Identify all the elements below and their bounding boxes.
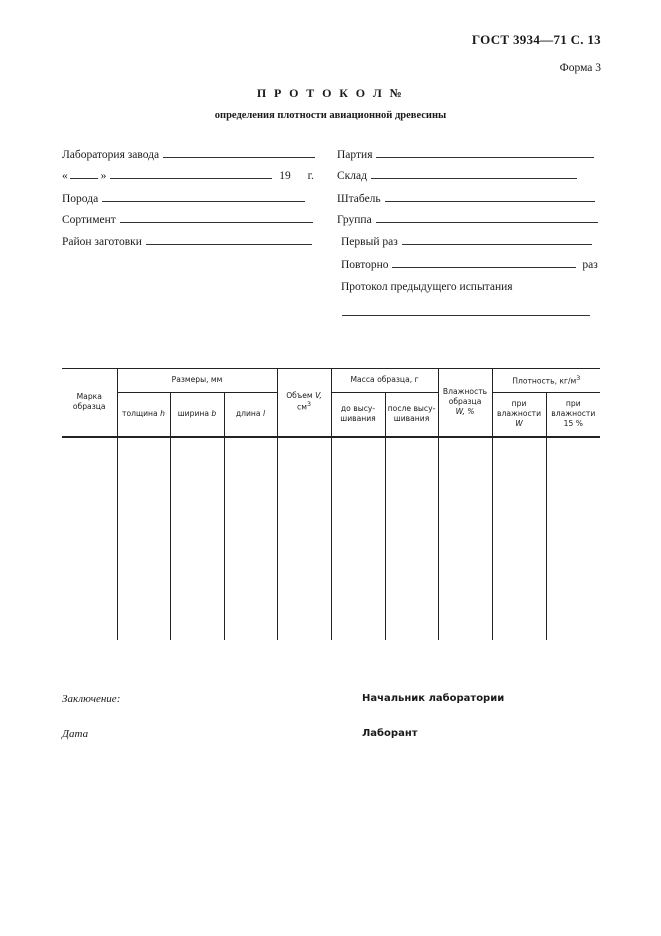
again-field (341, 259, 598, 271)
date-open-quote: « (62, 170, 68, 182)
form-number: Форма 3 (559, 62, 601, 74)
assortment-label: Сортимент (62, 214, 116, 226)
warehouse-blank[interactable] (371, 177, 577, 179)
table-row (62, 437, 600, 640)
prev-protocol-blank[interactable] (342, 315, 590, 316)
date-label: Дата (62, 728, 89, 740)
assortment-blank[interactable] (120, 221, 313, 223)
density-exp: 3 (576, 374, 581, 382)
breed-blank[interactable] (102, 200, 305, 202)
width-label: ширина (177, 409, 209, 419)
humidity-label: Влажность образца (442, 386, 488, 407)
density-w-var: W (515, 419, 523, 429)
cell-density-15[interactable] (546, 437, 600, 640)
stack-field (337, 193, 595, 205)
group-field (337, 214, 598, 226)
prev-protocol-label: Протокол предыдущего испытания (341, 281, 513, 293)
density-w-label: при влажности (497, 398, 542, 419)
again-blank[interactable] (392, 266, 576, 268)
col-thickness (117, 393, 170, 437)
thickness-label: толщина (122, 409, 158, 419)
col-mass-before: до высу-шивания (331, 393, 385, 437)
stack-label: Штабель (337, 193, 381, 205)
length-label: длина (235, 409, 261, 419)
volume-unit: см (297, 403, 307, 413)
width-var: b (211, 409, 217, 419)
protocol-subtitle: определения плотности авиационной древесины (214, 110, 447, 121)
cell-mark[interactable] (62, 437, 117, 640)
assistant-label: Лаборант (362, 728, 418, 739)
col-length (224, 393, 277, 437)
standard-header: ГОСТ 3934—71 С. 13 (471, 32, 601, 47)
cell-humidity[interactable] (438, 437, 492, 640)
humidity-var: W, % (455, 407, 475, 417)
month-blank[interactable] (110, 177, 272, 179)
density-label: Плотность, кг/м (512, 376, 577, 386)
cell-volume[interactable] (277, 437, 331, 640)
year-gap (295, 177, 305, 179)
first-time-blank[interactable] (402, 243, 592, 245)
cell-width[interactable] (170, 437, 224, 640)
batch-blank[interactable] (376, 156, 594, 158)
batch-label: Партия (337, 149, 373, 161)
day-blank[interactable] (70, 177, 98, 179)
warehouse-field (337, 170, 577, 182)
breed-field (62, 193, 305, 205)
col-mark: Марка образца (62, 369, 117, 437)
batch-field (337, 149, 594, 161)
protocol-title: П Р О Т О К О Л № (256, 86, 405, 100)
col-density (492, 369, 600, 393)
col-mass: Масса образца, г (331, 369, 438, 393)
col-mass-after: после высу-шивания (385, 393, 438, 437)
cell-density-w[interactable] (492, 437, 546, 640)
year-suffix: г. (307, 170, 314, 182)
group-blank[interactable] (376, 221, 598, 223)
stack-blank[interactable] (385, 200, 595, 202)
again-suffix: раз (582, 259, 598, 271)
cell-mass-before[interactable] (331, 437, 385, 640)
cell-thickness[interactable] (117, 437, 170, 640)
area-field (62, 236, 312, 248)
cell-mass-after[interactable] (385, 437, 438, 640)
thickness-var: h (160, 409, 165, 419)
col-width (170, 393, 224, 437)
col-sizes: Размеры, мм (117, 369, 277, 393)
col-humidity (438, 369, 492, 437)
samples-table (62, 368, 600, 640)
date-close-quote: » (100, 170, 107, 182)
volume-unit-exp: 3 (306, 401, 311, 409)
lab-label: Лаборатория завода (62, 149, 160, 161)
lab-blank[interactable] (163, 156, 315, 158)
col-volume (277, 369, 331, 437)
first-time-field (341, 236, 592, 248)
conclusion-label: Заключение: (62, 693, 121, 705)
warehouse-label: Склад (337, 170, 367, 182)
col-density-15: при влажности 15 % (546, 393, 600, 437)
assortment-field (62, 214, 313, 226)
group-label: Группа (337, 214, 372, 226)
again-label: Повторно (341, 259, 389, 271)
date-field (62, 170, 314, 182)
lab-field (62, 149, 315, 161)
first-time-label: Первый раз (341, 236, 398, 248)
head-of-lab-label: Начальник лаборатории (362, 693, 505, 704)
volume-var: V, (315, 391, 322, 401)
year-label: 19 (279, 170, 291, 182)
cell-length[interactable] (224, 437, 277, 640)
length-var: l (262, 409, 266, 419)
volume-label: Объем (286, 391, 313, 401)
area-blank[interactable] (146, 243, 312, 245)
col-density-w (492, 393, 546, 437)
breed-label: Порода (62, 193, 99, 205)
area-label: Район заготовки (62, 236, 142, 248)
